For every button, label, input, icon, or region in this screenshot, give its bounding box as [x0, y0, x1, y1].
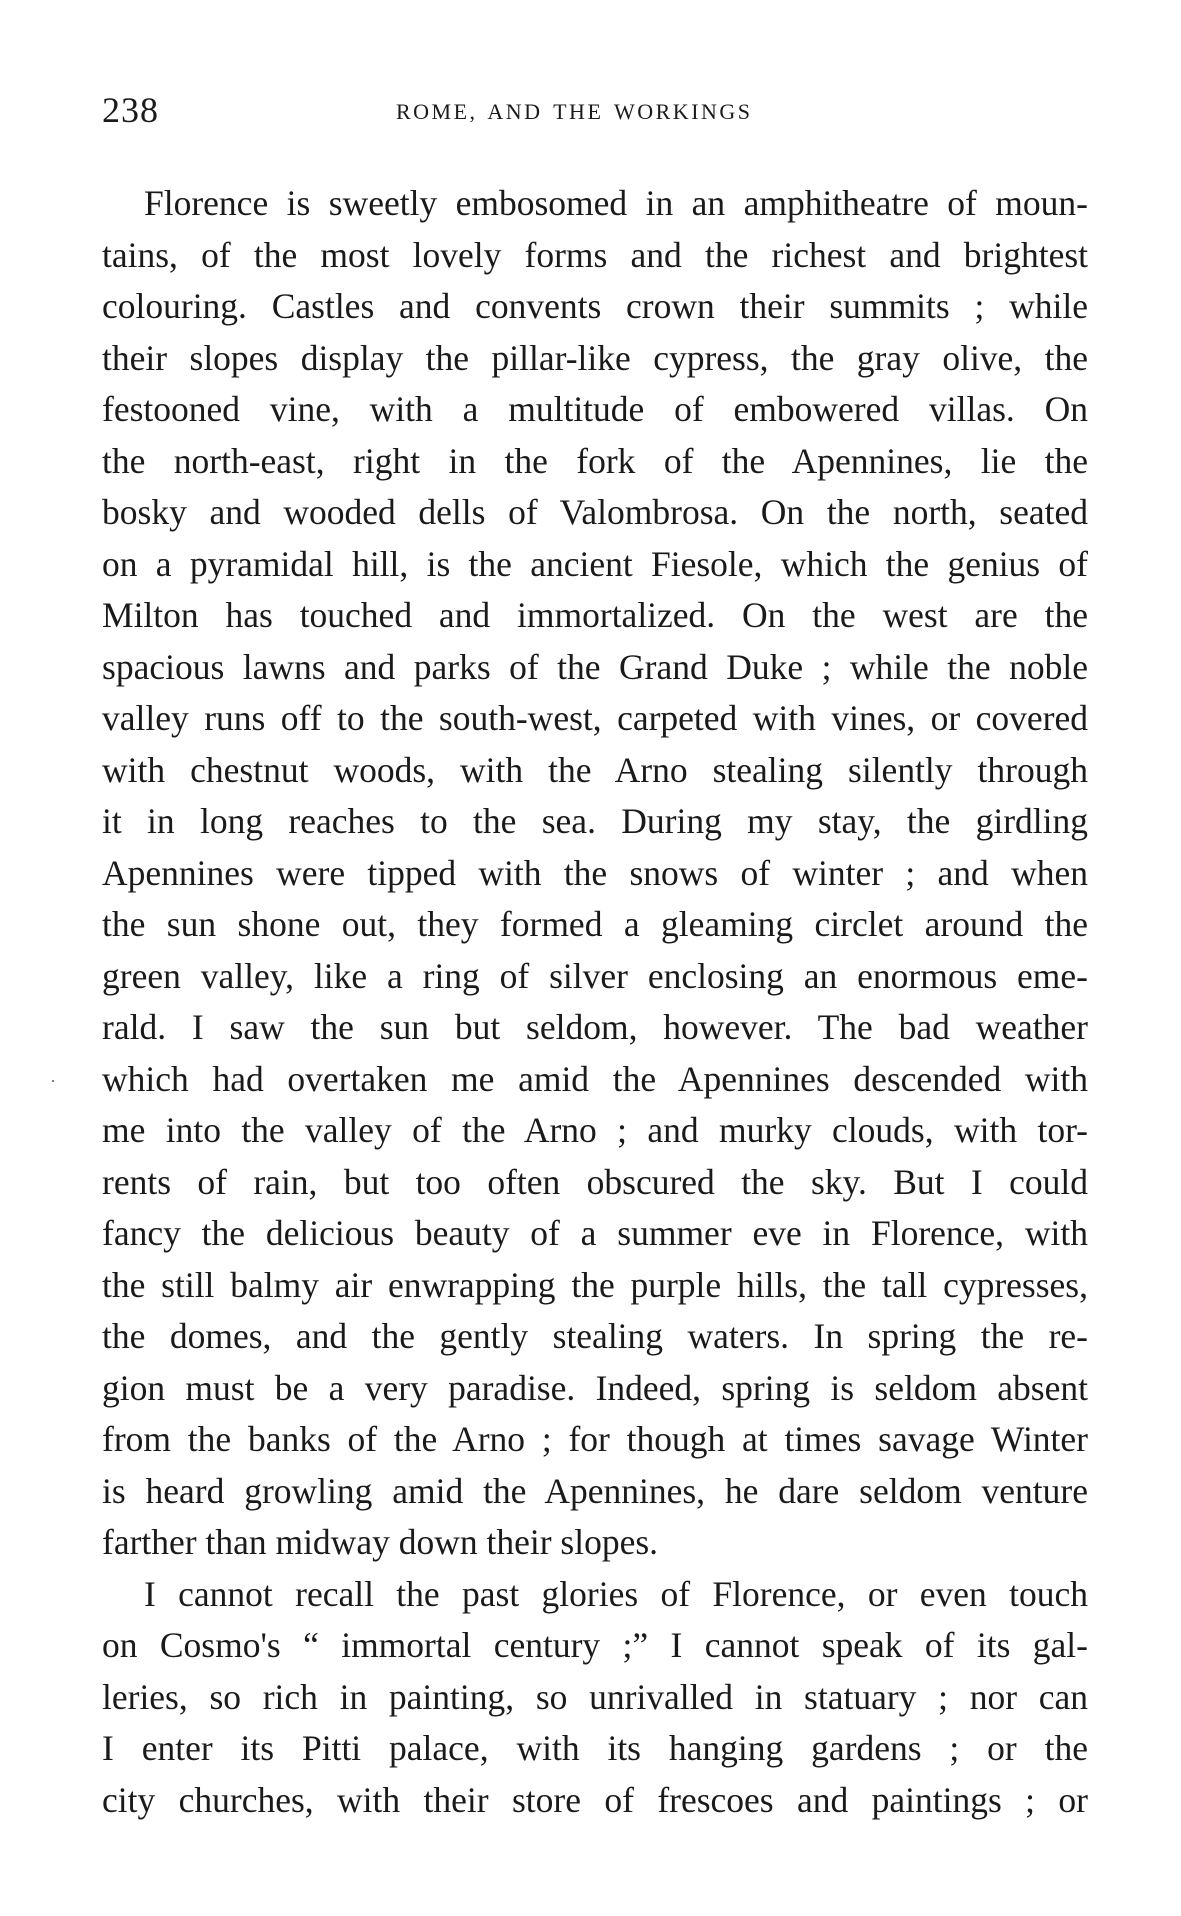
- text-line: I cannot recall the past glories of Florence, or even touch: [144, 1573, 1088, 1614]
- text-line: festooned vine, with a multitude of embowered villas. On: [102, 389, 1088, 429]
- text-line: farther than midway down their slopes.: [102, 1522, 659, 1562]
- text-line: which had overtaken me amid the Apennines descended with: [102, 1058, 1088, 1099]
- text-line: rald. I saw the sun but seldom, however. The bad weather: [102, 1007, 1088, 1047]
- text-line: on a pyramidal hill, is the ancient Fiesole, which the genius of: [102, 543, 1088, 584]
- text-line: Florence is sweetly embosomed in an amphitheatre of moun-: [144, 183, 1088, 223]
- text-line: fancy the delicious beauty of a summer eve in Florence, with: [102, 1213, 1088, 1253]
- text-line: on Cosmo's “ immortal century ;” I cannot speak of its gal-: [102, 1625, 1088, 1665]
- text-line: colouring. Castles and convents crown their summits ; while: [102, 286, 1088, 326]
- text-line: leries, so rich in painting, so unrivalled in statuary ; nor can: [102, 1676, 1088, 1717]
- body-text: [102, 178, 1088, 1826]
- running-head: ROME, AND THE WORKINGS: [396, 99, 753, 124]
- text-line: Apennines were tipped with the snows of winter ; and when: [102, 852, 1088, 893]
- text-line: the north-east, right in the fork of the Apennines, lie the: [102, 440, 1088, 481]
- text-line: bosky and wooded dells of Valombrosa. On the north, seated: [102, 492, 1088, 532]
- stray-ink-mark: [52, 1080, 54, 1082]
- paragraph: [102, 178, 1088, 1569]
- text-line: gion must be a very paradise. Indeed, spring is seldom absent: [102, 1367, 1088, 1408]
- text-line: the sun shone out, they formed a gleaming circlet around the: [102, 904, 1088, 944]
- text-line: from the banks of the Arno ; for though at times savage Winter: [102, 1419, 1088, 1459]
- text-line: rents of rain, but too often obscured the sky. But I could: [102, 1161, 1088, 1202]
- text-line: I enter its Pitti palace, with its hanging gardens ; or the: [102, 1728, 1088, 1768]
- page-number: 238: [102, 90, 159, 130]
- text-line: spacious lawns and parks of the Grand Duke ; while the noble: [102, 646, 1088, 687]
- text-line: the domes, and the gently stealing waters. In spring the re-: [102, 1316, 1088, 1356]
- text-line: with chestnut woods, with the Arno stealing silently through: [102, 749, 1088, 790]
- text-line: tains, of the most lovely forms and the richest and brightest: [102, 234, 1088, 275]
- text-line: green valley, like a ring of silver enclosing an enormous eme-: [102, 955, 1088, 996]
- text-line: valley runs off to the south-west, carpeted with vines, or covered: [102, 698, 1088, 738]
- paragraph: [102, 1569, 1088, 1827]
- text-line: the still balmy air enwrapping the purple hills, the tall cypresses,: [102, 1264, 1088, 1305]
- text-line: it in long reaches to the sea. During my stay, the girdling: [102, 801, 1088, 841]
- text-line: their slopes display the pillar-like cypress, the gray olive, the: [102, 337, 1088, 378]
- text-line: city churches, with their store of frescoes and paintings ; or: [102, 1779, 1088, 1820]
- text-line: Milton has touched and immortalized. On the west are the: [102, 595, 1088, 635]
- text-line: me into the valley of the Arno ; and murky clouds, with tor-: [102, 1110, 1088, 1150]
- text-line: is heard growling amid the Apennines, he dare seldom venture: [102, 1470, 1088, 1511]
